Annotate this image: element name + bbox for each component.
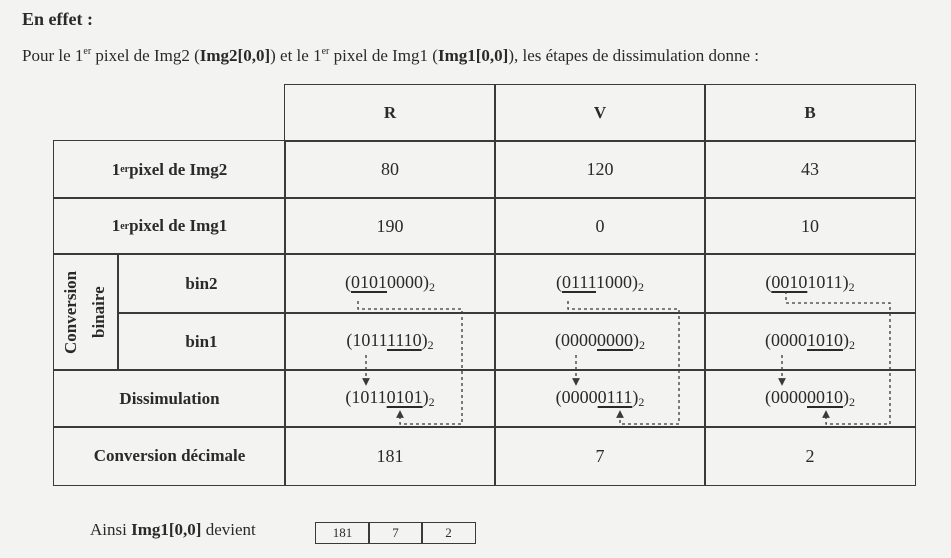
bin2-v-cell <box>494 253 706 314</box>
bin1-b-cell <box>704 312 916 371</box>
dissim-b-cell <box>704 369 916 428</box>
row-label-bin1: bin1 <box>117 312 286 371</box>
row-label-img1: 1 er pixel de Img1 <box>53 197 286 255</box>
decimal-b-value: 2 <box>704 426 916 486</box>
col-header-v: V <box>494 84 706 142</box>
row-label-conversion-decimale: Conversion décimale <box>53 426 286 486</box>
conclusion-sentence: Ainsi Img1[0,0] devient <box>90 520 256 539</box>
bin2-r-cell <box>284 253 496 314</box>
dissim-v-value: $(00000111)_2$ <box>555 387 645 409</box>
col-header-r: R <box>284 84 496 142</box>
img2-r-value: 80 <box>284 140 496 199</box>
result-b-box: 2 <box>421 522 476 544</box>
dissim-r-value: $(10110101)_2$ <box>345 387 435 409</box>
row-label-bin2: bin2 <box>117 253 286 314</box>
bin1-b-value: $(00001010)_2$ <box>765 330 855 352</box>
heading: En effet : <box>22 9 93 29</box>
result-r-box: 181 <box>315 522 370 544</box>
intro-sentence: Pour le 1er pixel de Img2 (Img2[0,0]) et le 1er pixel de Img1 (Img1[0,0]), les étapes de dissimulation donne : <box>22 46 760 65</box>
decimal-r-value: 181 <box>284 426 496 486</box>
result-v-box: 7 <box>368 522 423 544</box>
bin1-v-cell <box>494 312 706 371</box>
img1-r-value: 190 <box>284 197 496 255</box>
dissim-b-value: $(00000010)_2$ <box>765 387 855 409</box>
bin2-v-value: $(01111000)_2$ <box>556 272 644 294</box>
dissim-v-cell <box>494 369 706 428</box>
row-label-dissimulation: Dissimulation <box>53 369 286 428</box>
row-label-img2: 1 er pixel de Img2 <box>53 140 286 199</box>
bin2-r-value: $(01010000)_2$ <box>345 272 435 294</box>
img1-v-value: 0 <box>494 197 706 255</box>
bin2-b-value: $(00101011)_2$ <box>765 272 855 294</box>
bin1-r-value: $(10111110)_2$ <box>346 330 434 352</box>
img2-v-value: 120 <box>494 140 706 199</box>
bin1-v-value: $(00000000)_2$ <box>555 330 645 352</box>
col-header-b: B <box>704 84 916 142</box>
decimal-v-value: 7 <box>494 426 706 486</box>
bin2-b-cell <box>704 253 916 314</box>
group-label-conversion-binaire: Conversion binaire <box>53 253 119 371</box>
img2-b-value: 43 <box>704 140 916 199</box>
img1-b-value: 10 <box>704 197 916 255</box>
bin1-r-cell <box>284 312 496 371</box>
dissim-r-cell <box>284 369 496 428</box>
